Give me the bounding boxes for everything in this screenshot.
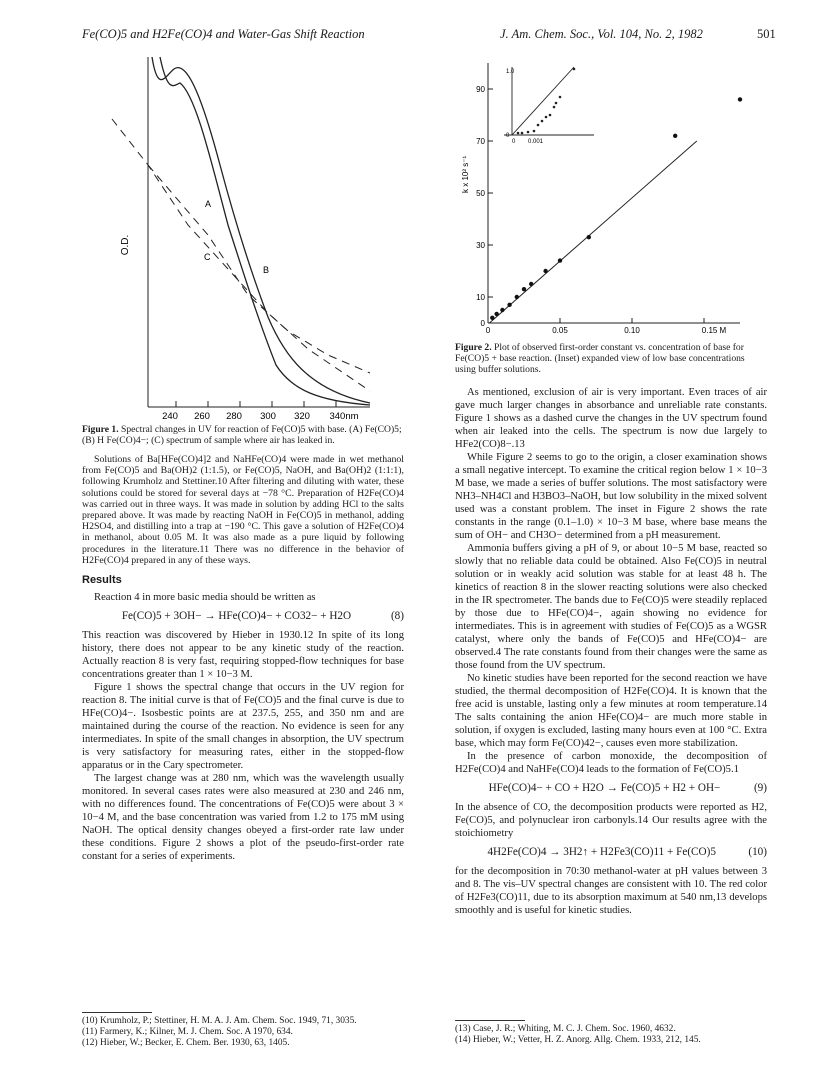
fig2-x-ticks — [486, 318, 727, 335]
paragraph: Reaction 4 in more basic media should be written as — [94, 592, 316, 604]
figure-1 — [108, 55, 380, 425]
footnotes-left — [82, 1016, 404, 1049]
fig2-xtick-label: 0.10 — [624, 326, 640, 335]
inset — [504, 67, 594, 145]
paragraph: Ammonia buffers giving a pH of 9, or about 10−5 M base, reacted so slowly that no reliable data could be obtained. Also Fe(CO)5 in neutral solution or in weakly acid solution was stable for at least 48 h. The kinetics of reaction 8 in the slower reacting solutions were also checked in the IR spectrometer. The bands due to Fe(CO)5 were steadily replaced by those due to HFe(CO)4−, again showing no evidence for intermediates. This is in agreement with studies of Fe(CO)5 as a WGSR catalyst, where only the bands of Fe(CO)5 and HFe(CO)4− are observed.4 The rate constants found from their changes were the same as those found from the UV spectrum. — [455, 543, 767, 671]
paragraph: In the absence of CO, the decomposition products were reported as H2, Fe(CO)5, and polynuclear iron carbonyls.14 Our results agree with the stoichiometry — [455, 802, 767, 839]
footnote: (14) Hieber, W.; Vetter, H. Z. Anorg. Allg. Chem. 1933, 212, 145. — [455, 1035, 701, 1045]
data-point — [515, 295, 519, 299]
data-point — [507, 303, 511, 307]
fig2-ytick-label: 50 — [476, 189, 485, 198]
data-points — [490, 97, 742, 320]
fig2-ytick-label: 0 — [480, 319, 485, 328]
fit-line — [489, 141, 696, 323]
fig2-ytick-label: 70 — [476, 137, 485, 146]
data-point — [490, 316, 494, 320]
data-point — [673, 134, 677, 138]
data-point — [738, 97, 742, 101]
paragraph: While Figure 2 seems to go to the origin, a closer examination shows a small negative intercept. To examine the critical region below 1 × 10−3 M base, we made a series of buffer solutions. The most satisfactory were NH3–NH4Cl and H3BO3–NaOH, but low solubility in the mixed solvent used was a constant problem. The inset in Figure 2 shows the rate constants in the range (0.1–1.0) × 10−3 M base, where base means the sum of OH− and CH3O− determined from a pH measurement. — [455, 452, 767, 541]
footnote: (10) Krumholz, P.; Stettiner, H. M. A. J. Am. Chem. Soc. 1949, 71, 3035. — [82, 1016, 357, 1026]
running-title: Fe(CO)5 and H2Fe(CO)4 and Water-Gas Shift Reaction — [82, 27, 365, 41]
right-column — [455, 386, 767, 917]
equation-10: 4H2Fe(CO)4 → 3H2↑ + H2Fe3(CO)11 + Fe(CO)5 (10) — [487, 846, 767, 858]
page-number: 501 — [757, 27, 776, 41]
inset-ytick: 1.0 — [506, 69, 515, 75]
fig2-y-label: k x 10² s⁻¹ — [461, 155, 470, 193]
paragraph: This reaction was discovered by Hieber in 1930.12 In spite of its long history, there does not appear to be any kinetic study of the reaction. Actually reaction 8 is very fast, requiring stopped-flow techniques for base concentrations greater than 1 × 10−3 M. — [82, 630, 404, 681]
curve-label-C: C — [204, 252, 211, 262]
footnote: (11) Farmery, K.; Kilner, M. J. Chem. Soc. A 1970, 634. — [82, 1027, 293, 1037]
footnote: (12) Hieber, W.; Becker, E. Chem. Ber. 1930, 63, 1405. — [82, 1038, 290, 1048]
data-point — [494, 312, 498, 316]
data-point — [529, 282, 533, 286]
fig2-xtick-label: 0.05 — [552, 326, 568, 335]
figure-2-plot — [461, 55, 750, 340]
data-point — [558, 258, 562, 262]
equation-9: HFe(CO)4− + CO + H2O → Fe(CO)5 + H2 + OH− (9) — [488, 782, 767, 794]
data-point — [587, 235, 591, 239]
journal-citation: J. Am. Chem. Soc., Vol. 104, No. 2, 1982 — [500, 27, 703, 41]
fig2-ytick-label: 30 — [476, 241, 485, 250]
left-column — [82, 454, 404, 863]
fig1-xtick: 300 — [260, 411, 276, 422]
fig2-xtick-label: 0.15 M — [701, 326, 727, 335]
fig1-y-label: O.D. — [120, 234, 131, 256]
inset-xtick: 0.001 — [528, 139, 544, 145]
figure-1-plot — [108, 55, 380, 425]
fig2-y-ticks — [476, 85, 493, 328]
fig1-xtick: 320 — [294, 411, 310, 422]
fig2-ytick-label: 90 — [476, 85, 485, 94]
fig1-xtick: 280 — [226, 411, 242, 422]
paragraph: In the presence of carbon monoxide, the decomposition of H2Fe(CO)4 and NaHFe(CO)4 leads to the formation of Fe(CO)5.1 — [455, 751, 767, 775]
curve-C — [112, 119, 370, 391]
paragraph: for the decomposition in 70:30 methanol-water at pH values between 3 and 8. The vis–UV spectral changes are consistent with 10. The red color of H2Fe3(CO)11, due to its absorption maximum at 540 nm,13 develops smoothly and is useful for kinetic studies. — [455, 866, 767, 916]
data-point — [500, 308, 504, 312]
fig2-ytick-label: 10 — [476, 293, 485, 302]
footnote-rule — [455, 1020, 525, 1021]
fig1-xtick: 240 — [162, 411, 178, 422]
paragraph: Figure 1 shows the spectral change that occurs in the UV region for reaction 8. The initial curve is that of Fe(CO)5 and the final curve is due to HFe(CO)4−. Isosbestic points are at 237.5, 255, and 350 nm and are maintained during the course of the reaction. No evidence is seen for any intermediates. In spite of the small changes in absorption, the UV spectrum is very satisfactory for measuring rates, either in the stopped-flow apparatus or in the Cary spectrometer. — [82, 682, 404, 772]
fig1-x-ticks — [176, 401, 336, 407]
inset-xtick: 0 — [512, 139, 516, 145]
equation-8: Fe(CO)5 + 3OH− → HFe(CO)4− + CO32− + H2O (8) — [121, 610, 404, 623]
inset-ytick: 0 — [506, 133, 510, 139]
curve-label-B: B — [263, 265, 270, 275]
footnotes-right — [455, 1024, 767, 1046]
paragraph: The largest change was at 280 nm, which was the wavelength usually monitored. In several cases rates were also measured at 230 and 246 nm, with no differences found. The concentrations of Fe(CO)5 were about 3 × 10−4 M, and the base concentration was varied from 1.2 to 175 mM using NaOH. The optical density changes obeyed a first-order rate law under these conditions. Figure 2 shows a plot of the pseudo-first-order rate constant for a series of experiments. — [82, 773, 404, 863]
paragraph: No kinetic studies have been reported for the second reaction we have studied, the thermal decomposition of H2Fe(CO)4. It is known that the free acid is unstable, lasting only a few minutes at room temperature.14 The salts containing the anion HFe(CO)4− are much more stable in solution, if oxygen is excluded, lasting many hours even at 100 °C. Extra base, which may form Fe(CO)42−, causes even more stabilization. — [455, 673, 767, 749]
figure-2 — [461, 55, 750, 340]
fig1-xtick: 260 — [194, 411, 210, 422]
curve-A — [152, 57, 370, 403]
footnote: (13) Case, J. R.; Whiting, M. C. J. Chem. Soc. 1960, 4632. — [455, 1024, 676, 1034]
figure-2-caption: Figure 2. Plot of observed first-order constant vs. concentration of base for Fe(CO)5 + base reaction. (Inset) expanded view of low base concentrations using buffer solutions. — [455, 342, 745, 376]
curve-C-lower — [148, 165, 370, 373]
data-point — [522, 287, 526, 291]
curve-label-A: A — [205, 199, 212, 209]
data-point — [543, 269, 547, 273]
section-heading-results: Results — [82, 574, 122, 587]
figure-1-caption: Figure 1. Spectral changes in UV for reaction of Fe(CO)5 with base. (A) Fe(CO)5; (B) H Fe(CO)4−; (C) spectrum of sample where air has leaked in. — [82, 424, 402, 447]
curve-B — [160, 57, 370, 405]
footnote-rule — [82, 1012, 152, 1013]
experimental-paragraph: Solutions of Ba[HFe(CO)4]2 and NaHFe(CO)4 were made in wet methanol from Fe(CO)5 and Ba(OH)2 (1:1.5), or Fe(CO)5, NaOH, and Ba(OH)2 (1:1:1), following Krumholz and Stettiner.10 After filtering and diluting with water, these solutions could be stored for several days at −78 °C. Preparation of H2Fe(CO)4 was carried out in three ways. It was made in solution by adding HCl to the salts prepared above. It was made by reacting NaOH in Fe(CO)5 in methanol, adding H2SO4, and distilling into a trap at −190 °C. This gave a solution of H2Fe(CO)4 in methanol, about 0.05 M. It was also made as a pure liquid by following procedures in the literature.11 There was no difference in the behavior of H2Fe(CO)4 prepared in any of these ways. — [82, 454, 404, 566]
paragraph: As mentioned, exclusion of air is very important. Even traces of air gave much larger changes in absorbance and unreliable rate constants. Figure 1 shows as a dashed curve the changes in the UV spectrum found when air leaked into the cells. The spectrum is now due largely to HFe2(CO)8−.13 — [455, 387, 767, 450]
fig1-xtick: 340nm — [329, 411, 359, 422]
fig2-xtick-label: 0 — [485, 326, 491, 335]
